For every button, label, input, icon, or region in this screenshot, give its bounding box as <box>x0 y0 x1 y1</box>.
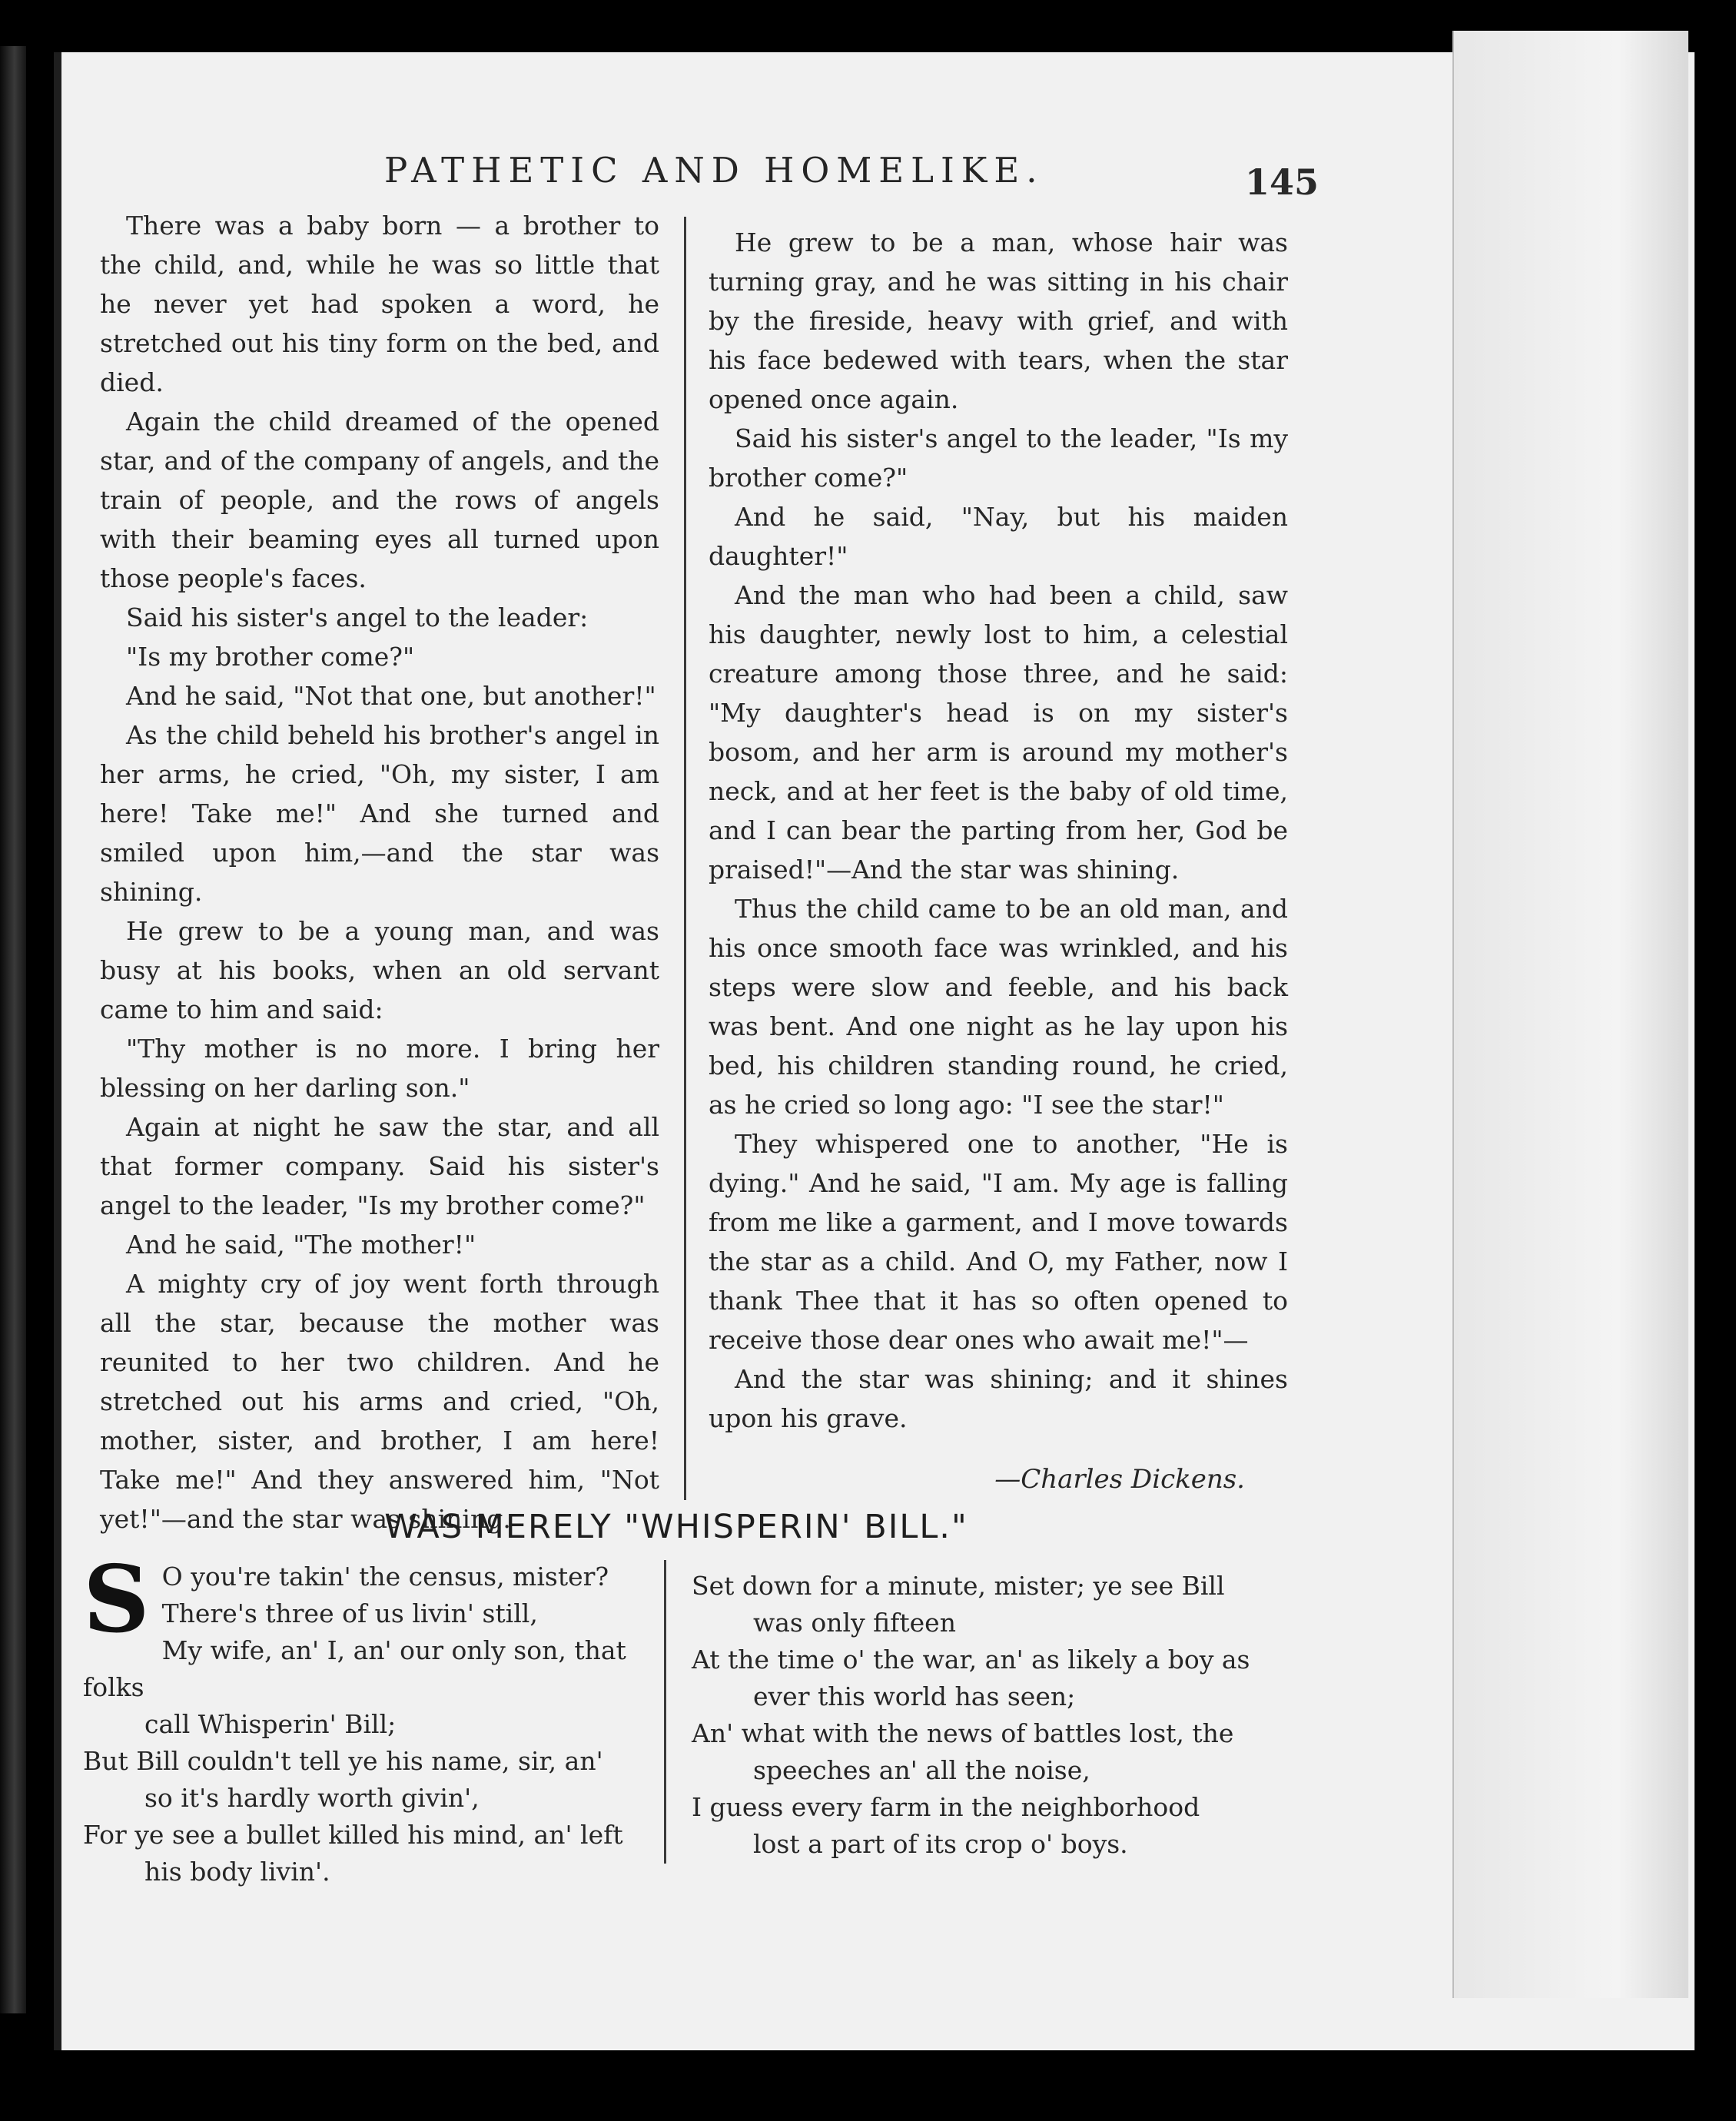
paragraph: A mighty cry of joy went forth through all the star, because the mother was reunited to her two children. And he stretched out his arms and cried, "Oh, mother, sister, and brother, I am here! Take me!" And they answered him, "Not yet!"—and the star was shining. <box>100 1269 659 1534</box>
poem-line: There's three of us livin' still, <box>161 1598 538 1628</box>
paragraph: Said his sister's angel to the leader: <box>126 602 589 632</box>
poem-column-right <box>692 1568 1276 1863</box>
poem-title: WAS MERELY "WHISPERIN' BILL." <box>384 1508 968 1546</box>
poem-line: ever this world has seen; <box>753 1681 1076 1711</box>
paragraph: Thus the child came to be an old man, and his once smooth face was wrinkled, and his steps were slow and feeble, and his back was bent. And one night as he lay upon his bed, his children standing round, he cried, as he cried so long ago: "I see the star!" <box>709 894 1288 1120</box>
page-number: 145 <box>1245 161 1319 203</box>
poem-line: But Bill couldn't tell ye his name, sir, an' <box>83 1746 603 1776</box>
poem-line: O you're takin' the census, mister? <box>161 1562 609 1592</box>
paragraph: Said his sister's angel to the leader, "Is my brother come?" <box>709 423 1288 493</box>
paragraph: "Is my brother come?" <box>126 642 415 672</box>
paragraph: Again the child dreamed of the opened star, and of the company of angels, and the train of people, and the rows of angels with their beaming eyes all turned upon those people's faces. <box>100 407 659 593</box>
poem-line: An' what with the news of battles lost, the <box>692 1718 1234 1748</box>
paragraph: And he said, "Nay, but his maiden daughter!" <box>709 502 1288 571</box>
paragraph: As the child beheld his brother's angel in her arms, he cried, "Oh, my sister, I am here! Take me!" And she turned and smiled upon him,—and the star was shining. <box>100 720 659 907</box>
poem-line: I guess every farm in the neighborhood <box>692 1792 1200 1822</box>
paragraph: And the star was shining; and it shines upon his grave. <box>709 1364 1288 1433</box>
paragraph: Again at night he saw the star, and all that former company. Said his sister's angel to the leader, "Is my brother come?" <box>100 1112 659 1220</box>
running-head: PATHETIC AND HOMELIKE. <box>384 150 1044 191</box>
poem-line: My wife, an' I, an' our only son, that folks <box>83 1635 626 1702</box>
paragraph: He grew to be a young man, and was busy at his books, when an old servant came to him and said: <box>100 916 659 1024</box>
poem-line: so it's hardly worth givin', <box>144 1783 480 1813</box>
paragraph: He grew to be a man, whose hair was turning gray, and he was sitting in his chair by the fireside, heavy with grief, and with his face bedewed with tears, when the star opened once again. <box>709 227 1288 414</box>
poem-line: At the time o' the war, an' as likely a boy as <box>692 1645 1250 1675</box>
column-rule <box>684 217 686 1500</box>
poem-line: Set down for a minute, mister; ye see Bill <box>692 1571 1225 1601</box>
paragraph: And the man who had been a child, saw his daughter, newly lost to him, a celestial creature among those three, and he said: "My daughter's head is on my sister's bosom, and her arm is around my mother's neck, and at her feet is the baby of old time, and I can bear the parting from her, God be praised!"—And the star was shining. <box>709 580 1288 885</box>
poem-line: was only fifteen <box>753 1608 956 1638</box>
paragraph: And he said, "Not that one, but another!" <box>126 681 656 711</box>
poem-line: speeches an' all the noise, <box>753 1755 1090 1785</box>
paragraph: And he said, "The mother!" <box>126 1230 476 1260</box>
poem-column-left <box>83 1545 652 1890</box>
paragraph: They whispered one to another, "He is dying." And he said, "I am. My age is falling from me like a garment, and I move towards the star as a child. And O, my Father, now I thank Thee that it has so often opened to receive those dear ones who await me!"— <box>709 1129 1288 1355</box>
poem-line: For ye see a bullet killed his mind, an' left <box>83 1820 623 1850</box>
scan-left-edge <box>0 46 26 2013</box>
poem-column-rule <box>664 1560 666 1864</box>
poem-line: his body livin'. <box>144 1857 330 1887</box>
page-right-margin <box>1452 31 1688 1998</box>
poem-line: call Whisperin' Bill; <box>144 1709 397 1739</box>
poem-line: lost a part of its crop o' boys. <box>753 1829 1128 1859</box>
drop-cap: S <box>83 1545 150 1654</box>
author-signature: —Charles Dickens. <box>994 1464 1245 1495</box>
paragraph: "Thy mother is no more. I bring her blessing on her darling son." <box>100 1034 659 1103</box>
prose-column-right <box>709 223 1288 1438</box>
paragraph: There was a baby born — a brother to the child, and, while he was so little that he never yet had spoken a word, he stretched out his tiny form on the bed, and died. <box>100 211 659 397</box>
prose-column-left <box>100 206 659 1538</box>
